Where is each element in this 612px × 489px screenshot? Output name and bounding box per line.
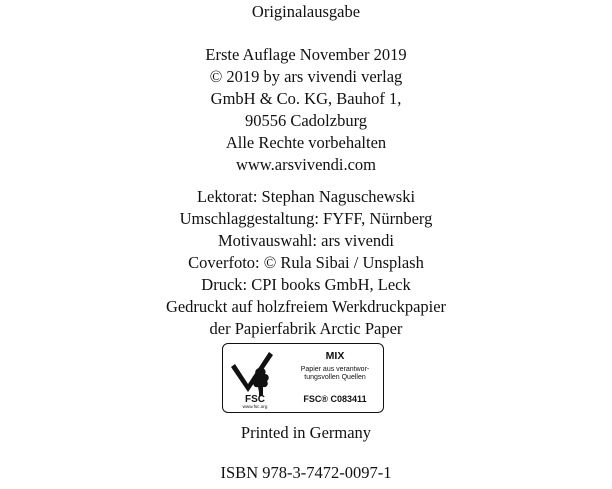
publisher-website: www.arsvivendi.com [235, 155, 377, 174]
credits-line: Umschlaggestaltung: FYFF, Nürnberg [179, 209, 433, 228]
credits-line: Druck: CPI books GmbH, Leck [201, 275, 411, 294]
credits-line: Coverfoto: © Rula Sibai / Unsplash [188, 253, 424, 272]
publication-line: GmbH & Co. KG, Bauhof 1, [210, 89, 402, 108]
isbn: ISBN 978-3-7472-0097-1 [220, 463, 392, 482]
publication-line: © 2019 by ars vivendi verlag [209, 67, 403, 86]
publication-line: Erste Auflage November 2019 [205, 45, 407, 64]
credits-line: Lektorat: Stephan Naguschewski [196, 187, 416, 206]
credits-line: Motivauswahl: ars vivendi [218, 231, 394, 250]
fsc-logo-url: www.fsc.org [242, 404, 268, 409]
fsc-mix-label: MIX [325, 350, 345, 362]
fsc-license-code: FSC® C083411 [303, 394, 367, 404]
fsc-tree-checkmark-icon [229, 348, 281, 410]
fsc-logo-text: FSC [245, 394, 265, 405]
edition-type: Originalausgabe [251, 2, 361, 21]
printed-in: Printed in Germany [240, 423, 372, 442]
fsc-certification-label [222, 343, 384, 413]
publication-line: Alle Rechte vorbehalten [225, 133, 387, 152]
fsc-description: Papier aus verantwor- tungsvollen Quellen [300, 366, 370, 381]
credits-line: Gedruckt auf holzfreiem Werkdruckpapier [165, 297, 447, 316]
credits-line: der Papierfabrik Arctic Paper [209, 319, 403, 338]
publication-line: 90556 Cadolzburg [244, 111, 368, 130]
